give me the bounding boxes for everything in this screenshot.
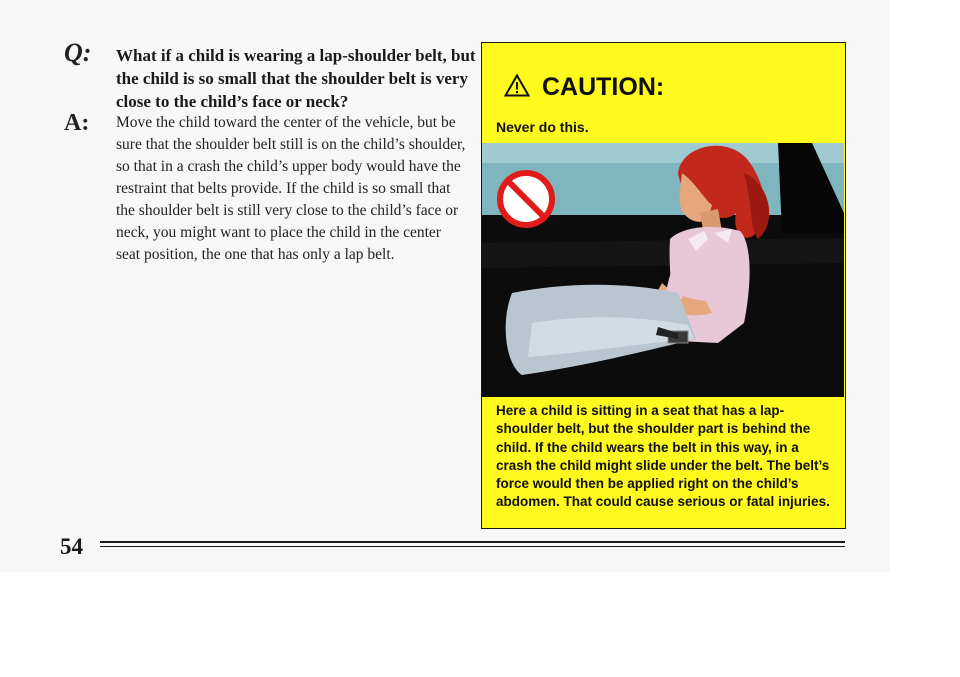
page-number: 54 xyxy=(60,534,83,559)
caution-lead: Never do this. xyxy=(496,119,589,135)
caution-title: CAUTION: xyxy=(542,73,665,101)
question-marker: Q: xyxy=(64,38,92,67)
footer-rule-thin xyxy=(100,546,845,547)
child-seatbelt-illustration xyxy=(482,143,844,397)
caution-heading xyxy=(504,73,664,102)
warning-triangle-icon xyxy=(504,74,530,97)
question-text: What if a child is wearing a lap-shoulder belt, but the child is so small that the shoulder belt is very close to the child’s face or neck? xyxy=(116,46,476,111)
answer-text: Move the child toward the center of the vehicle, but be sure that the shoulder belt still is on the child’s shoulder, so that in a crash the child’s upper body would have the restraint that belts provide. If the child is so small that the shoulder belt is still very close to the child’s face or neck, you might want to place the child in the center seat position, the one that has only a lap belt. xyxy=(116,114,466,263)
caution-box xyxy=(481,42,846,529)
caution-body: Here a child is sitting in a seat that has a lap-shoulder belt, but the shoulder part is behind the child. If the child wears the belt in this way, in a crash the child might slide under the belt. The belt’s force would then be applied right on the child’s abdomen. That could cause serious or fatal injuries. xyxy=(496,403,830,510)
answer-marker: A: xyxy=(64,110,90,136)
footer-rule xyxy=(100,541,845,543)
